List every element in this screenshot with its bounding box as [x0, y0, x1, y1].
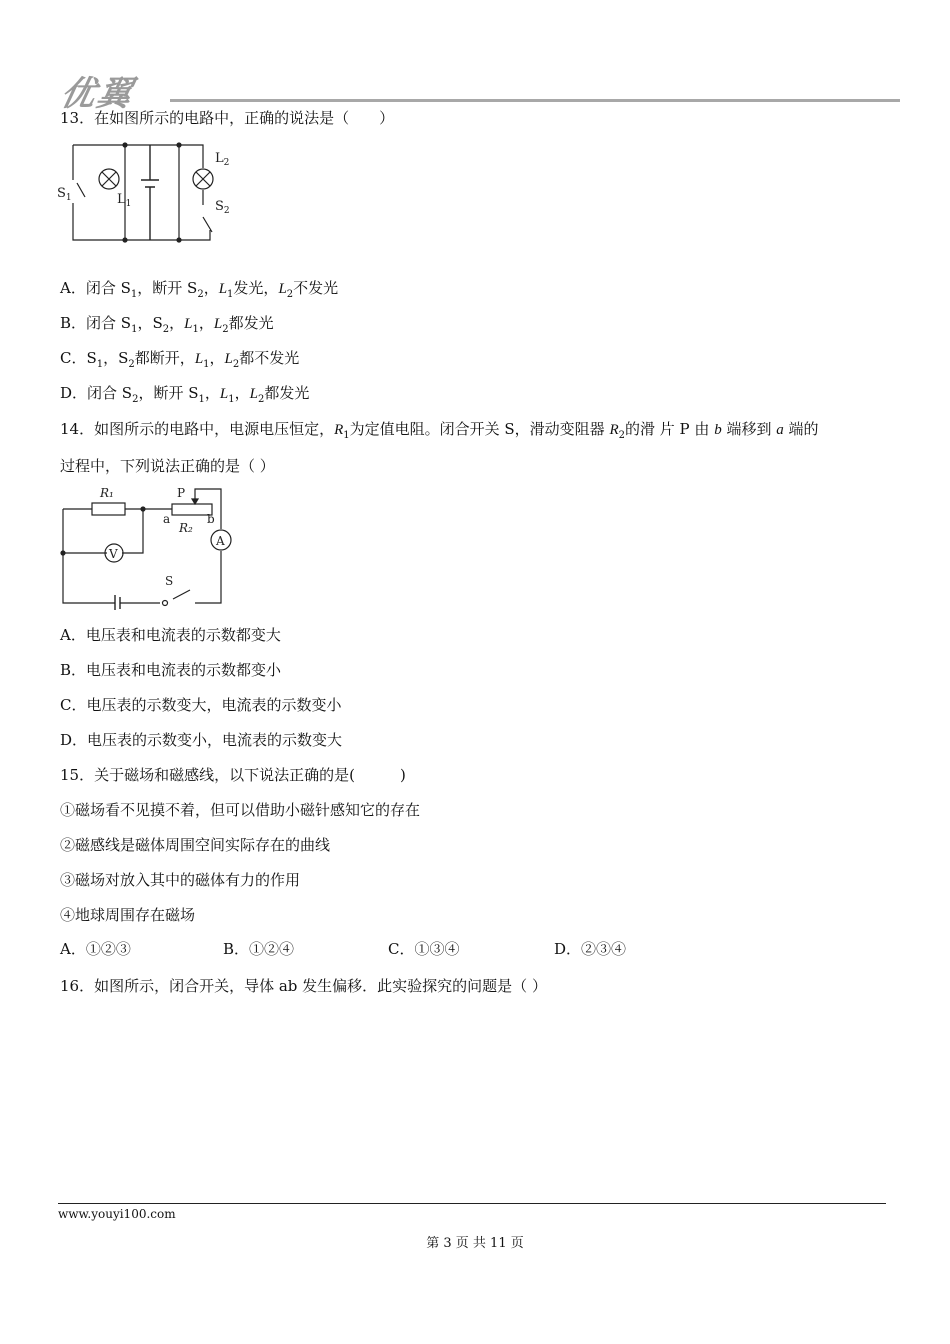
text-segment: 2 — [128, 359, 135, 370]
text-segment: ③磁场对放入其中的磁体有力的作用 — [60, 871, 301, 889]
footer-url: www.youyi100.com — [58, 1207, 176, 1221]
text-line — [60, 312, 274, 335]
text-segment: 1 — [228, 394, 235, 405]
text-segment: C．电压表的示数变大，电流表的示数变小 — [60, 696, 342, 714]
text-segment: 端移到 — [721, 420, 777, 438]
option-d: D．②③④ — [554, 940, 627, 958]
text-segment: 2 — [162, 324, 170, 335]
text-segment: ， — [204, 384, 220, 402]
label-s1: $S_1$ — [57, 186, 72, 203]
text-line — [60, 382, 309, 405]
text-line — [60, 455, 275, 476]
text-segment: 发光， — [233, 279, 279, 297]
circuit-diagram-q14 — [55, 485, 245, 610]
text-segment: ，S — [103, 349, 129, 367]
text-line — [60, 347, 299, 370]
footer-divider — [58, 1203, 886, 1204]
option-c: C．①③④ — [388, 940, 460, 958]
logo: 优翼 — [57, 74, 138, 114]
text-segment: 2 — [222, 324, 229, 335]
text-segment: ， — [198, 314, 214, 332]
label-s: S — [165, 574, 174, 588]
text-segment: ，断开 S — [137, 279, 198, 297]
text-segment: L — [218, 281, 228, 297]
text-segment: 2 — [257, 394, 265, 405]
text-segment: 13．在如图所示的电路中，正确的说法是（ ） — [60, 109, 395, 127]
text-segment: 1 — [203, 359, 210, 370]
text-segment: L — [219, 386, 229, 402]
text-segment: 都断开， — [134, 349, 195, 367]
text-segment: 为定值电阻。闭合开关 S，滑动变阻器 — [349, 420, 610, 438]
text-line — [60, 418, 819, 441]
text-segment: ， — [234, 384, 250, 402]
text-segment: 1 — [131, 324, 138, 335]
text-segment: D．闭合 S — [60, 384, 133, 402]
text-line — [60, 277, 338, 300]
label-l2: $L_2$ — [215, 151, 230, 168]
page-number: 第 3 页 共 11 页 — [426, 1236, 524, 1251]
text-segment: 过程中，下列说法正确的是（ ） — [60, 457, 275, 475]
text-line — [60, 764, 406, 785]
option-b: B．①②④ — [223, 940, 295, 958]
voltmeter-label: V — [109, 547, 118, 561]
label-r1: R₁ — [100, 486, 114, 500]
label-l1: $L_1$ — [117, 192, 132, 209]
text-line — [60, 694, 341, 715]
text-segment: 端的 — [783, 420, 819, 438]
text-line — [60, 107, 394, 128]
text-segment: ， — [169, 314, 185, 332]
option-a: A．①②③ — [60, 940, 131, 958]
text-line — [60, 659, 281, 680]
text-segment: 2 — [618, 430, 626, 441]
text-segment: 1 — [198, 394, 205, 405]
text-segment: A．闭合 S — [60, 279, 131, 297]
text-segment: 1 — [96, 359, 104, 370]
text-segment: 14．如图所示的电路中，电源电压恒定， — [60, 420, 335, 438]
text-segment: L — [194, 351, 204, 367]
text-segment: A．电压表和电流表的示数都变大 — [60, 626, 281, 644]
text-line — [60, 869, 300, 890]
text-segment: R — [609, 422, 619, 438]
text-line — [60, 904, 195, 925]
text-segment: ②磁感线是磁体周围空间实际存在的曲线 — [60, 836, 331, 854]
text-line — [60, 799, 420, 820]
ammeter-label: A — [216, 534, 225, 548]
text-segment: 1 — [192, 324, 199, 335]
text-segment: 16．如图所示，闭合开关，导体 ab 发生偏移．此实验探究的问题是（ ） — [60, 977, 547, 995]
text-line — [60, 975, 547, 996]
text-segment: R — [334, 422, 344, 438]
text-segment: 不发光 — [293, 279, 339, 297]
header-divider — [170, 99, 900, 102]
text-line — [60, 624, 281, 645]
text-segment: L — [213, 316, 223, 332]
text-segment: 15．关于磁场和磁感线，以下说法正确的是( ) — [60, 766, 406, 784]
text-segment: 都不发光 — [239, 349, 300, 367]
text-segment: b — [714, 422, 722, 438]
text-segment: 都发光 — [228, 314, 274, 332]
label-r2: R₂ — [179, 521, 193, 535]
text-line — [60, 729, 342, 750]
circuit-diagram-q13 — [55, 135, 235, 250]
text-segment: ， — [209, 349, 225, 367]
text-segment: 1 — [227, 289, 234, 300]
label-a: a — [163, 512, 171, 526]
label-b: b — [207, 512, 215, 526]
text-segment: L — [249, 386, 258, 402]
text-segment: B．电压表和电流表的示数都变小 — [60, 661, 282, 679]
text-line — [60, 834, 330, 855]
text-segment: B．闭合 S — [60, 314, 132, 332]
text-segment: 2 — [132, 394, 139, 405]
text-segment: 2 — [197, 289, 204, 300]
text-segment: a — [776, 422, 784, 438]
text-segment: 1 — [343, 430, 350, 441]
text-segment: 的滑 片 P 由 — [625, 420, 715, 438]
text-segment: L — [224, 351, 233, 367]
text-segment: 2 — [232, 359, 240, 370]
text-segment: ， — [203, 279, 219, 297]
text-segment: C．S — [60, 349, 97, 367]
text-segment: ④地球周围存在磁场 — [60, 906, 196, 924]
text-segment: 2 — [286, 289, 294, 300]
text-segment: ①磁场看不见摸不着，但可以借助小磁针感知它的存在 — [60, 801, 421, 819]
text-segment: D．电压表的示数变小，电流表的示数变大 — [60, 731, 343, 749]
text-segment: 都发光 — [264, 384, 310, 402]
label-s2: $S_2$ — [215, 199, 230, 216]
label-p: P — [177, 486, 186, 500]
text-segment: L — [278, 281, 287, 297]
text-segment: L — [184, 316, 193, 332]
text-segment: ，S — [137, 314, 163, 332]
text-segment: 1 — [130, 289, 138, 300]
text-segment: ，断开 S — [138, 384, 199, 402]
